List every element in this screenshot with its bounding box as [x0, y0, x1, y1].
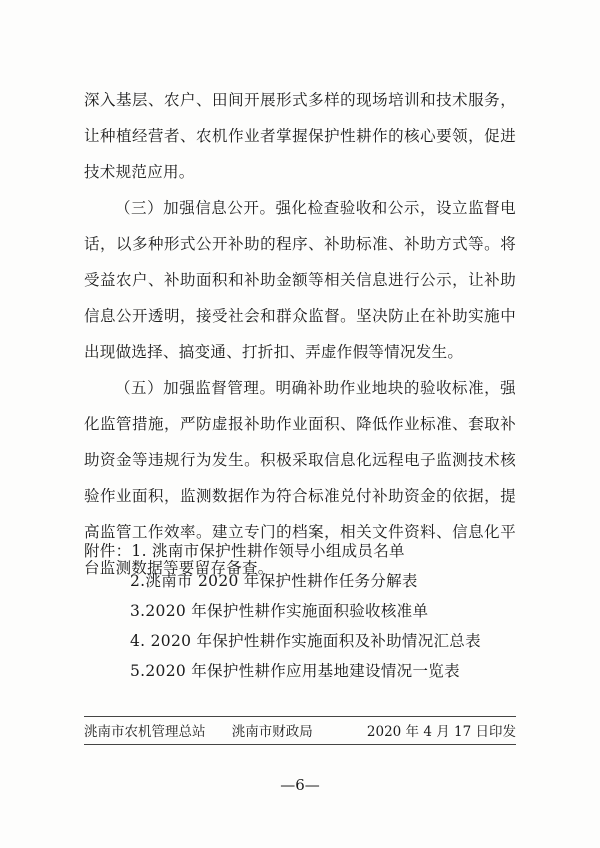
paragraph-line: 信息公开透明，接受社会和群众监督。坚决防止在补助实施中: [84, 307, 516, 325]
paragraph-line: 话，以多种形式公开补助的程序、补助标准、补助方式等。将: [84, 235, 516, 253]
paragraph-line: 台监测数据等要留存备查。: [84, 559, 274, 577]
attachment-item: 5.2020 年保护性耕作应用基地建设情况一览表: [130, 662, 460, 680]
paragraph-line: 技术规范应用。: [84, 163, 195, 181]
body-text: [84, 82, 516, 586]
attachment-item: 3.2020 年保护性耕作实施面积验收核准单: [130, 602, 429, 620]
paragraph-line: 化监管措施，严防虚报补助作业面积、降低作业标准、套取补: [84, 415, 516, 433]
attachment-item: 2.洮南市 2020 年保护性耕作任务分解表: [130, 572, 418, 590]
paragraph-line: 深入基层、农户、田间开展形式多样的现场培训和技术服务，: [84, 91, 516, 109]
attachment-item: [84, 536, 516, 566]
issuer-agency-2: 洮南市财政局: [231, 724, 313, 740]
page-number: —6—: [280, 776, 320, 794]
attachment-title: 1. 洮南市保护性耕作领导小组成员名单: [131, 542, 405, 560]
issue-date: 2020 年 4 月 17 日印发: [366, 724, 516, 740]
paragraph-line: 助资金等违规行为发生。积极采取信息化远程电子监测技术核: [84, 451, 516, 469]
attachment-item: 4. 2020 年保护性耕作实施面积及补助情况汇总表: [130, 632, 481, 650]
issuers: [84, 720, 367, 740]
issuance-footer: [84, 717, 516, 743]
paragraph-line: 受益农户、补助面积和补助金额等相关信息进行公示，让补助: [84, 271, 516, 289]
paragraph-heading-line: （五）加强监督管理。明确补助作业地块的验收标准，强: [115, 379, 516, 397]
attachments-list: [84, 536, 516, 686]
footer-rule-bottom: [84, 744, 516, 745]
paragraph-line: 让种植经营者、农机作业者掌握保护性耕作的核心要领，促进: [84, 127, 516, 145]
paragraph-line: 验作业面积，监测数据作为符合标准兑付补助资金的依据，提: [84, 487, 516, 505]
paragraph-line: 高监管工作效率。建立专门的档案，相关文件资料、信息化平: [84, 523, 516, 541]
paragraph-line: 出现做选择、搞变通、打折扣、弄虚作假等情况发生。: [84, 343, 464, 361]
attachments-label: 附件：: [84, 542, 132, 560]
issuer-agency-1: 洮南市农机管理总站: [84, 724, 206, 740]
paragraph-heading-line: （三）加强信息公开。强化检查验收和公示，设立监督电: [115, 199, 516, 217]
